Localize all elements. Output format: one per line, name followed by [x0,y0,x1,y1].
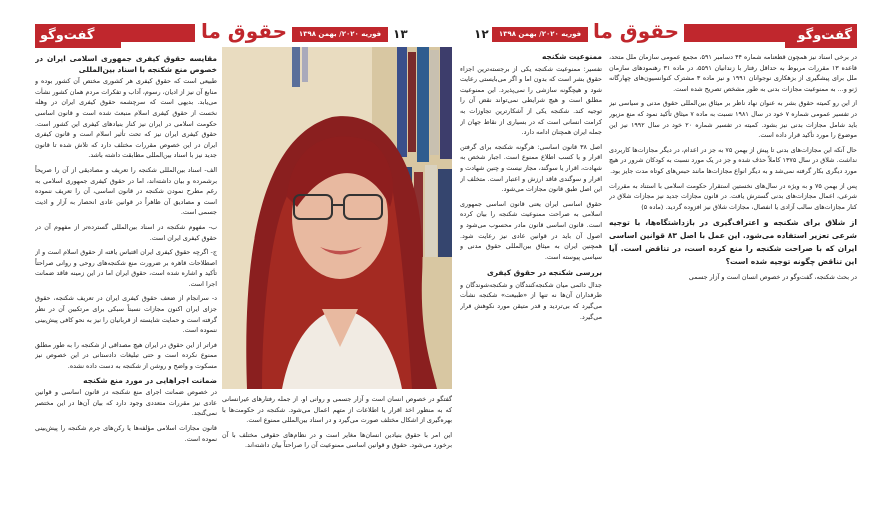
section-label-left [35,24,121,48]
paragraph: الف- اسناد بین‌المللی شکنجه را تعریف و مصادیقی از آن را صریحاً برشمرده و بیان داشته‌اند، اما در حقوق کیفری جمهوری اسلامی به رغم مطرح نمودن شکنجه در قانون اساسی، آن را تعریف ننموده است و مصادیق آن ظاهراً در قوانین عادی انحصار به آزار و اذیت جسمی است. [35,165,217,217]
article-heading: مقایسه حقوق کیفری جمهوری اسلامی ایران در خصوص منع شکنجه با اسناد بین‌المللی [35,54,217,74]
paragraph: د- سرانجام از ضعف حقوق کیفری ایران در تعریف شکنجه، حقوق جزای ایران اکنون مجازات نسبتاً سبکی برای مرتکبین آن در نظر گرفته است و حمایت شایسته از قربانیان را نیز به نحو کافی پیش‌بینی ننموده است. [35,294,217,335]
paragraph: حال آنکه این مجازات‌های بدنی تا پیش از بهمن ۷۵ به جز در اعدام، در دیگر مجازات‌ها کاربردی نداشت. شلاق در سال ۱۳۷۵ کاملاً حذف شده و جز در یک مورد نسبت به کودکان شرور در هیچ مورد دیگری بکار گرفته نمی‌شد و به دیگر انواع مجازات‌ها مانند حبس‌های کوتاه مدت جایز بود. [609,145,857,175]
right-page-inner-column [460,50,602,520]
paragraph: در بحث شکنجه، گفت‌وگو در خصوص انسان است و آزار جسمی [688,273,857,282]
paragraph: جدال دائمی میان شکنجه‌کنندگان و شکنجه‌شوندگان و طرفداران آن‌ها نه تنها از «طبیعت» شکنجه نشأت می‌گیرد که بی‌تردید و قدر متیقن مورد نکوهش قرار می‌گیرد. [460,280,602,321]
paragraph: از این رو کمیته حقوق بشر به عنوان نهاد ناظر بر میثاق بین‌المللی حقوق مدنی و سیاسی نیز در تفسیر عمومی شماره ۷ خود در سال ۱۹۸۱ نسبت به ماده ۷ میثاق تأکید نمود که منع مزبور باید شامل مجازات بدنی نیز بشود. کمیته در تفسیر شماره ۲۰ خود در سال ۱۹۹۲ نیز این موضوع را مورد تأکید قرار داده است. [609,99,857,140]
page-number-left: ۱۳ [393,27,408,41]
paragraph: ب- مفهوم شکنجه در اسناد بین‌المللی گسترده‌تر از مفهوم آن در حقوق کیفری ایران است. [35,222,217,242]
section-heading: ممنوعیت شکنجه [541,52,602,61]
section-text: گفت‌وگو [40,28,95,43]
paragraph: طبیعی است که حقوق کیفری هر کشوری مختص آن کشور بوده و منابع آن نیز از ادیان، رسوم، آداب و تفکرات مردم همان کشور نشأت می‌یابد. بدیهی است که سرچشمه حقوق کیفری ایران در وهله نخست از حقوق کیفری اسلام منبعث شده است و قانون اساسی حکومت اسلامی در ایران نیز کنار بنیادهای کیفری این کشور است. حقوق کیفری ایران نیز که تحت تأثیر اسلام است و قانون کیفری ایران در این خصوص مقررات مختلف دارد که تلاش شده تا قانون جدید نیز با اسناد بین‌المللی مطابقت داشته باشد. [35,77,217,160]
section-heading: ضمانت اجراهایی در مورد منع شکنجه [83,375,217,385]
paragraph: تفسیر: ممنوعیت شکنجه یکی از برجسته‌ترین اجزاء حقوق بشر است که بدون اما و اگر می‌بایستی رعایت شود و هیچگونه سازشی را نمی‌پذیرد. این ممنوعیت مطلق است و هیچ شرایطی نمی‌تواند نقض آن را توجیه کند. شکنجه یکی از آشکارترین تجاوزات به کرامت انسانی است که در بسیاری از نقاط جهان از جمله ایران همچنان ادامه دارد. [460,64,602,137]
section-text: گفت‌وگو [797,28,852,43]
left-page-column [35,52,217,520]
brand-logo-right: حقوق ما [592,19,680,43]
section-heading: بررسی شکنجه در حقوق کیفری [487,268,602,278]
paragraph: گفتگو در خصوص انسان است و آزار جسمی و روانی او. از جمله رفتارهای غیرانسانی که به منظور اخذ اقرار یا اطلاعات از متهم اعمال می‌شود. شکنجه در حکومت‌ها با بهره‌گیری از اشکال مختلف صورت می‌گیرد و در اسناد بین‌المللی ممنوع است. [222,395,452,425]
photo-caption-text [222,394,452,520]
paragraph: در برخی اسناد نیز همچون قطعنامه شماره ۴۴ دسامبر ۵۹۱، مجمع عمومی سازمان ملل متحد، قاعده ۱۳ مقررات مربوط به حداقل رفتار با زندانیان ۵۵۹۱، در ماده ۳۱ رهنمودهای سازمان ملل برای پیشگیری از بزهکاری نوجوانان ۱۹۹۱ و نیز ماده ۳ مشترک کنوانسیون‌های چهارگانه ژنو و... به ممنوعیت مجازات بدنی به طور مشخص تصریح شده است. [609,53,857,93]
paragraph: قانون مجازات اسلامی مؤلفه‌ها یا رکن‌های جرم شکنجه را پیش‌بینی نموده است. [35,424,217,443]
paragraph: ج- اگرچه حقوق کیفری ایران اقتباس یافته از حقوق اسلام است و از اصطلاحات قاهره بر ضرورت منع شکنجه‌های روحی و روانی صراحتاً تأکید و اشاره شده است، حقوق ایران اما در این زمینه فاقد ضمانت اجرا است. [35,248,217,288]
paragraph: فراتر از این حقوق در ایران هیچ مصداقی از شکنجه را به طور مطلق ممنوع نکرده است و حتی تبلیغات دادستانی در این خصوص نیز مسکوت و واضح و روشن از شکنجه به دست داده نشده. [35,340,217,371]
paragraph: حقوق اساسی ایران یعنی قانون اساسی جمهوری اسلامی به صراحت ممنوعیت شکنجه را بیان کرده است. قانون اساسی قانون مادر محسوب می‌شود و اصول آن باید در قوانین عادی نیز رعایت شود. همچنین ایران به میثاق بین‌المللی حقوق مدنی و سیاسی پیوسته است. [460,199,602,261]
date-label-left: فوریه ۲۰۲۰/ بهمن ۱۳۹۸ [292,27,388,42]
date-label-right: فوریه ۲۰۲۰/ بهمن ۱۳۹۸ [492,27,588,42]
paragraph: پس از بهمن ۷۵ و به ویژه در سال‌های نخستین استقرار حکومت اسلامی با استناد به مقررات شرعی، اعمال مجازات‌های بدنی گسترش یافت. در قانون مجازات جدید نیز مجازات شلاق در کنار مجازات‌های سالب آزادی یا انفصال، مجازات شلاق نیز افزوده گردید. (ماده ۵) [609,181,857,211]
section-label-right [785,24,857,48]
paragraph: این امر با حقوق بنیادین انسان‌ها مغایر است و در نظام‌های حقوقی مختلف با آن برخورد می‌شود. حقوق و قوانین اساسی ممنوعیت آن را صراحتاً بیان داشته‌اند. [222,430,452,450]
right-page-outer-column [609,52,857,520]
interviewee-photo [222,47,452,389]
brand-logo-left: حقوق ما [200,19,288,43]
paragraph: اصل ۳۸ قانون اساسی: هرگونه شکنجه برای گرفتن اقرار و یا کسب اطلاع ممنوع است. اجبار شخص به شهادت، اقرار یا سوگند، مجاز نیست و چنین شهادت و اقرار و سوگندی فاقد ارزش و اعتبار است. متخلف از این اصل طبق قانون مجازات می‌شود. [460,142,602,194]
page-number-right: ۱۲ [474,27,489,41]
interview-question: از شلاق برای شکنجه و اعتراف‌گیری در بازداشتگاه‌ها، با توجیه شرعی تعزیر استفاده می‌شود. این عمل با اصل ۸۳ قوانین اساسی ایران که با صراحت شکنجه را منع کرده است، در تناقض است. آیا این تناقض چگونه توجیه شده است؟ [609,218,857,267]
paragraph: در خصوص ضمانت اجرای منع شکنجه در قانون اساسی و قوانین عادی نیز مقررات متعددی وجود دارد که بیان آن‌ها در این مختصر نمی‌گنجد. [35,388,217,418]
